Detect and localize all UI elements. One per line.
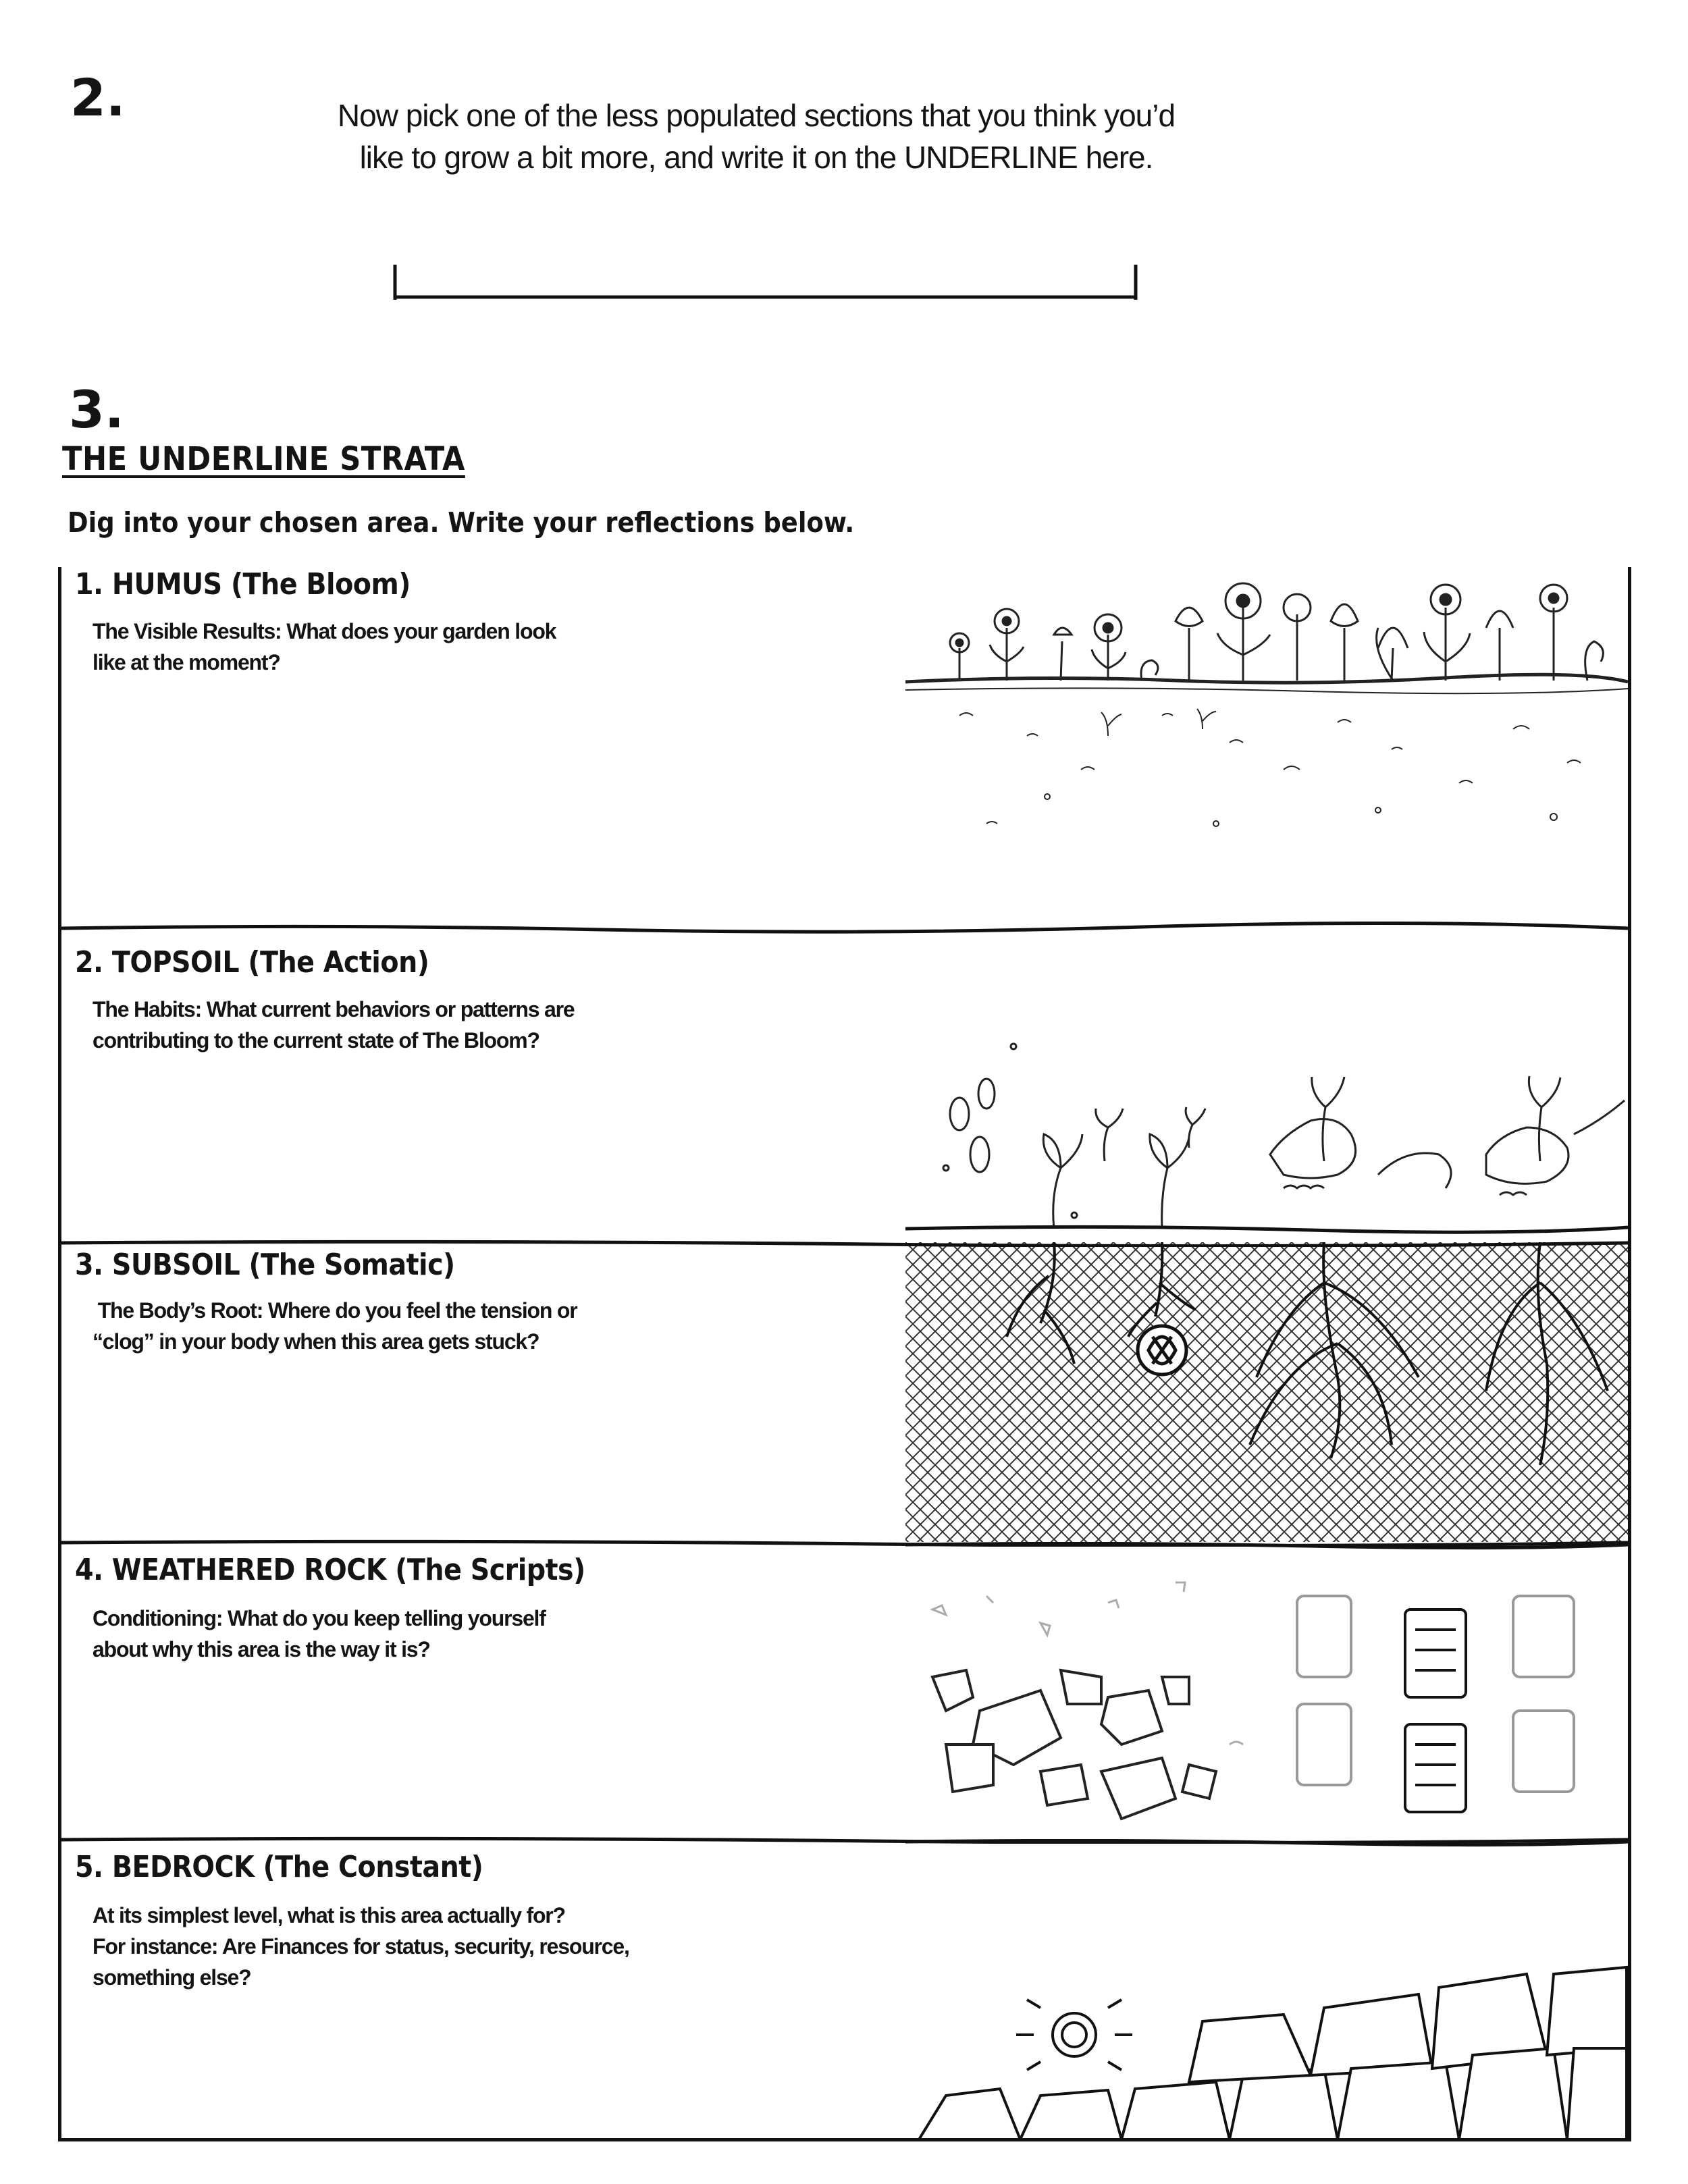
section-question — [93, 1900, 700, 1993]
step-2-instruction — [284, 95, 1229, 178]
section-title: 5. BEDROCK (The Constant) — [75, 1850, 483, 1884]
section-title: 4. WEATHERED ROCK (The Scripts) — [75, 1553, 585, 1587]
section-title: 1. HUMUS (The Bloom) — [75, 567, 411, 602]
section-humus — [61, 567, 1628, 932]
section-title: 2. TOPSOIL (The Action) — [75, 945, 429, 980]
knot-symbol — [1138, 1326, 1186, 1375]
underline-drawing — [392, 262, 1141, 302]
question-line: Conditioning: What do you keep telling yourself — [93, 1606, 546, 1630]
question-line: contributing to the current state of The Bloom? — [93, 1028, 539, 1053]
bedrock-illustration — [905, 1839, 1628, 2141]
answer-area[interactable] — [75, 1357, 919, 1533]
answer-area[interactable] — [75, 668, 919, 925]
section-topsoil — [61, 932, 1628, 1242]
section-question — [93, 1295, 700, 1357]
rocks-and-scrolls-illustration — [905, 1542, 1628, 1839]
instruction-line-1: Now pick one of the less populated sections that you think you’d — [337, 98, 1176, 133]
section-bedrock — [61, 1839, 1628, 2141]
section-question — [93, 994, 700, 1056]
section-title: 3. SUBSOIL (The Somatic) — [75, 1248, 455, 1282]
question-line: The Habits: What current behaviors or patterns are — [93, 997, 575, 1021]
answer-area[interactable] — [75, 2001, 919, 2136]
layer-divider — [61, 1539, 1628, 1547]
question-line: something else? — [93, 1965, 251, 1990]
question-line: The Body’s Root: Where do you feel the tension or — [93, 1298, 577, 1323]
answer-underline[interactable] — [392, 262, 1141, 302]
question-line: At its simplest level, what is this area actually for? — [93, 1903, 565, 1927]
planting-illustration — [905, 932, 1628, 1242]
strata-table — [58, 567, 1631, 2141]
core-symbol — [1016, 2000, 1132, 2070]
section-question — [93, 1603, 700, 1665]
roots-and-knot-illustration — [905, 1242, 1628, 1542]
layer-divider — [61, 1239, 1628, 1247]
instruction-line-2: like to grow a bit more, and write it on the UNDERLINE here. — [359, 140, 1153, 175]
layer-divider — [61, 1836, 1628, 1844]
section-subsoil — [61, 1242, 1628, 1542]
question-line: For instance: Are Finances for status, security, resource, — [93, 1934, 629, 1959]
strata-title: THE UNDERLINE STRATA — [62, 440, 465, 478]
answer-area[interactable] — [75, 1060, 919, 1235]
flower-garden-illustration — [905, 567, 1628, 932]
question-line: about why this area is the way it is? — [93, 1637, 430, 1661]
question-line: The Visible Results: What does your garden look — [93, 619, 556, 643]
section-weathered-rock — [61, 1542, 1628, 1839]
step-3-number: 3. — [69, 379, 124, 440]
step-2-number: 2. — [70, 68, 126, 128]
question-line: “clog” in your body when this area gets stuck? — [93, 1329, 539, 1354]
question-line: like at the moment? — [93, 650, 280, 674]
answer-area[interactable] — [75, 1670, 919, 1832]
strata-subtitle: Dig into your chosen area. Write your reflections below. — [68, 506, 855, 539]
